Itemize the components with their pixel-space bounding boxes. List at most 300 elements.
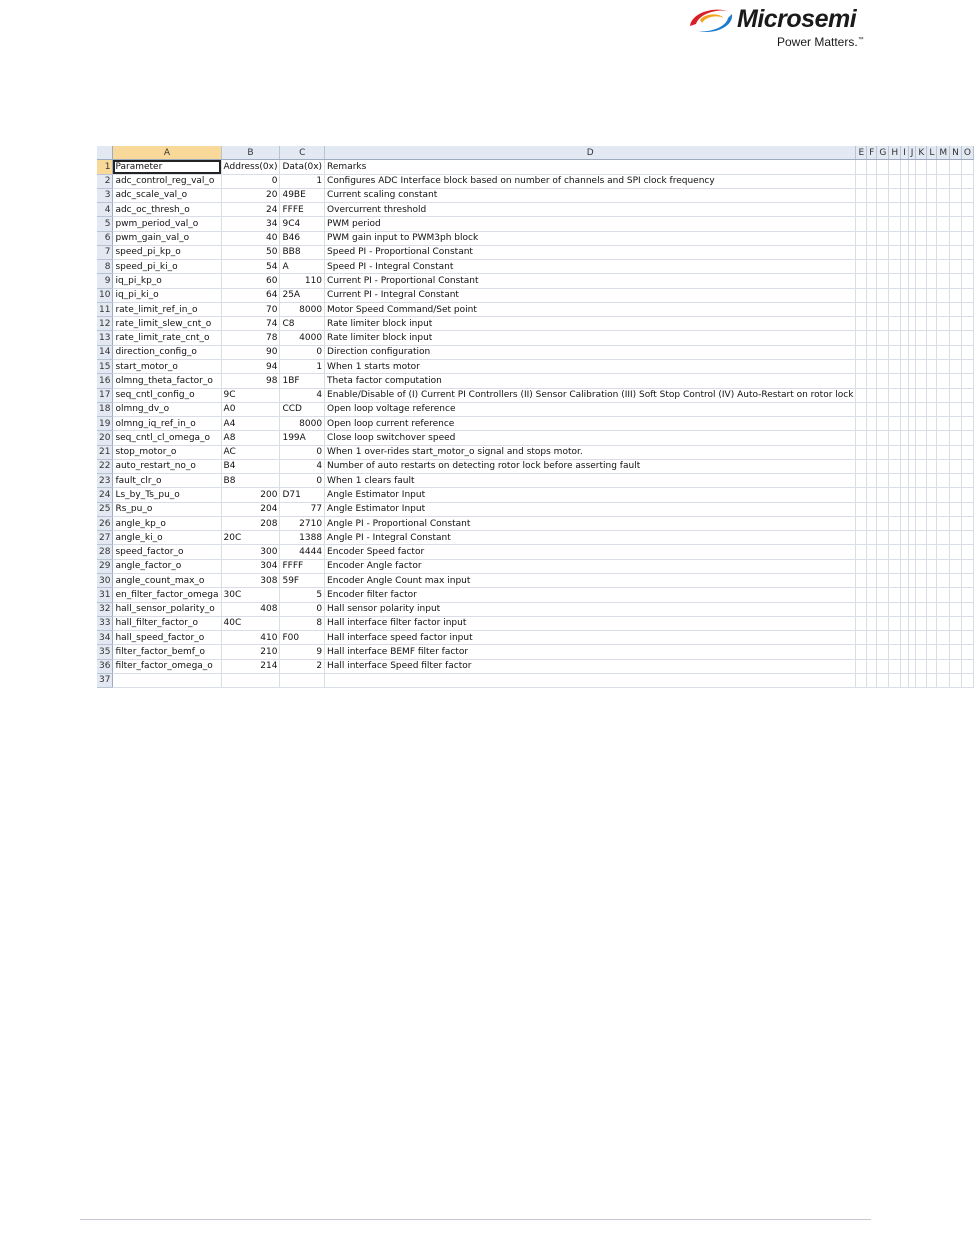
cell-b-4[interactable]: 24 bbox=[221, 203, 280, 217]
empty-cell[interactable] bbox=[867, 616, 877, 630]
cell-c-35[interactable]: 9 bbox=[280, 645, 325, 659]
cell-c-11[interactable]: 8000 bbox=[280, 302, 325, 316]
empty-cell[interactable] bbox=[927, 231, 937, 245]
empty-cell[interactable] bbox=[856, 645, 867, 659]
empty-cell[interactable] bbox=[856, 417, 867, 431]
empty-cell[interactable] bbox=[950, 231, 962, 245]
empty-cell[interactable] bbox=[961, 402, 973, 416]
cell-d-16[interactable]: Theta factor computation bbox=[325, 374, 856, 388]
empty-cell[interactable] bbox=[877, 174, 889, 188]
empty-cell[interactable] bbox=[889, 588, 901, 602]
empty-cell[interactable] bbox=[937, 388, 950, 402]
empty-cell[interactable] bbox=[856, 502, 867, 516]
empty-cell[interactable] bbox=[908, 260, 916, 274]
empty-cell[interactable] bbox=[867, 402, 877, 416]
empty-cell[interactable] bbox=[961, 317, 973, 331]
cell-d-24[interactable]: Angle Estimator Input bbox=[325, 488, 856, 502]
empty-cell[interactable] bbox=[908, 402, 916, 416]
empty-cell[interactable] bbox=[961, 502, 973, 516]
row-header[interactable]: 27 bbox=[97, 531, 113, 545]
empty-cell[interactable] bbox=[961, 274, 973, 288]
cell-b-22[interactable]: B4 bbox=[221, 459, 280, 473]
empty-cell[interactable] bbox=[937, 502, 950, 516]
empty-cell[interactable] bbox=[867, 260, 877, 274]
empty-cell[interactable] bbox=[937, 288, 950, 302]
empty-cell[interactable] bbox=[916, 645, 927, 659]
empty-cell[interactable] bbox=[927, 260, 937, 274]
column-header-k[interactable]: K bbox=[916, 146, 927, 160]
empty-cell[interactable] bbox=[901, 631, 909, 645]
empty-cell[interactable] bbox=[889, 459, 901, 473]
empty-cell[interactable] bbox=[867, 659, 877, 673]
cell-b-11[interactable]: 70 bbox=[221, 302, 280, 316]
empty-cell[interactable] bbox=[889, 388, 901, 402]
empty-cell[interactable] bbox=[927, 488, 937, 502]
empty-cell[interactable] bbox=[901, 602, 909, 616]
empty-cell[interactable] bbox=[908, 616, 916, 630]
empty-cell[interactable] bbox=[908, 160, 916, 174]
empty-cell[interactable] bbox=[916, 559, 927, 573]
empty-cell[interactable] bbox=[961, 302, 973, 316]
empty-cell[interactable] bbox=[937, 217, 950, 231]
cell-c-9[interactable]: 110 bbox=[280, 274, 325, 288]
empty-cell[interactable] bbox=[877, 231, 889, 245]
empty-cell[interactable] bbox=[916, 388, 927, 402]
cell-d-27[interactable]: Angle PI - Integral Constant bbox=[325, 531, 856, 545]
column-header-i[interactable]: I bbox=[901, 146, 909, 160]
cell-b-17[interactable]: 9C bbox=[221, 388, 280, 402]
empty-cell[interactable] bbox=[856, 602, 867, 616]
empty-cell[interactable] bbox=[889, 488, 901, 502]
row-header[interactable]: 4 bbox=[97, 203, 113, 217]
cell-c-7[interactable]: BB8 bbox=[280, 245, 325, 259]
row-header[interactable]: 34 bbox=[97, 631, 113, 645]
empty-cell[interactable] bbox=[937, 345, 950, 359]
empty-cell[interactable] bbox=[877, 645, 889, 659]
empty-cell[interactable] bbox=[916, 659, 927, 673]
empty-cell[interactable] bbox=[856, 474, 867, 488]
cell-d-8[interactable]: Speed PI - Integral Constant bbox=[325, 260, 856, 274]
empty-cell[interactable] bbox=[877, 502, 889, 516]
cell-c-14[interactable]: 0 bbox=[280, 345, 325, 359]
empty-cell[interactable] bbox=[961, 602, 973, 616]
empty-cell[interactable] bbox=[950, 260, 962, 274]
empty-cell[interactable] bbox=[908, 502, 916, 516]
empty-cell[interactable] bbox=[937, 474, 950, 488]
empty-cell[interactable] bbox=[889, 302, 901, 316]
empty-cell[interactable] bbox=[901, 645, 909, 659]
cell-a-18[interactable]: olmng_dv_o bbox=[113, 402, 221, 416]
row-header[interactable]: 16 bbox=[97, 374, 113, 388]
empty-cell[interactable] bbox=[950, 288, 962, 302]
empty-cell[interactable] bbox=[889, 602, 901, 616]
cell-a-37[interactable] bbox=[113, 673, 221, 687]
empty-cell[interactable] bbox=[916, 616, 927, 630]
cell-d-5[interactable]: PWM period bbox=[325, 217, 856, 231]
row-header[interactable]: 9 bbox=[97, 274, 113, 288]
empty-cell[interactable] bbox=[889, 402, 901, 416]
empty-cell[interactable] bbox=[901, 260, 909, 274]
empty-cell[interactable] bbox=[867, 245, 877, 259]
empty-cell[interactable] bbox=[950, 588, 962, 602]
empty-cell[interactable] bbox=[901, 459, 909, 473]
cell-b-33[interactable]: 40C bbox=[221, 616, 280, 630]
empty-cell[interactable] bbox=[856, 359, 867, 373]
row-header[interactable]: 14 bbox=[97, 345, 113, 359]
empty-cell[interactable] bbox=[877, 203, 889, 217]
empty-cell[interactable] bbox=[916, 445, 927, 459]
cell-b-29[interactable]: 304 bbox=[221, 559, 280, 573]
empty-cell[interactable] bbox=[877, 659, 889, 673]
empty-cell[interactable] bbox=[950, 331, 962, 345]
empty-cell[interactable] bbox=[950, 559, 962, 573]
cell-a-3[interactable]: adc_scale_val_o bbox=[113, 188, 221, 202]
column-header-o[interactable]: O bbox=[961, 146, 973, 160]
cell-b-35[interactable]: 210 bbox=[221, 645, 280, 659]
cell-c-13[interactable]: 4000 bbox=[280, 331, 325, 345]
cell-d-29[interactable]: Encoder Angle factor bbox=[325, 559, 856, 573]
empty-cell[interactable] bbox=[937, 659, 950, 673]
empty-cell[interactable] bbox=[950, 631, 962, 645]
empty-cell[interactable] bbox=[961, 174, 973, 188]
cell-a-17[interactable]: seq_cntl_config_o bbox=[113, 388, 221, 402]
empty-cell[interactable] bbox=[916, 331, 927, 345]
cell-d-6[interactable]: PWM gain input to PWM3ph block bbox=[325, 231, 856, 245]
empty-cell[interactable] bbox=[908, 331, 916, 345]
empty-cell[interactable] bbox=[908, 203, 916, 217]
empty-cell[interactable] bbox=[908, 374, 916, 388]
empty-cell[interactable] bbox=[950, 217, 962, 231]
empty-cell[interactable] bbox=[901, 659, 909, 673]
empty-cell[interactable] bbox=[867, 317, 877, 331]
cell-c-32[interactable]: 0 bbox=[280, 602, 325, 616]
cell-a-2[interactable]: adc_control_reg_val_o bbox=[113, 174, 221, 188]
cell-b-37[interactable] bbox=[221, 673, 280, 687]
cell-b-16[interactable]: 98 bbox=[221, 374, 280, 388]
empty-cell[interactable] bbox=[908, 417, 916, 431]
empty-cell[interactable] bbox=[901, 673, 909, 687]
cell-c-33[interactable]: 8 bbox=[280, 616, 325, 630]
empty-cell[interactable] bbox=[950, 445, 962, 459]
empty-cell[interactable] bbox=[856, 188, 867, 202]
empty-cell[interactable] bbox=[877, 374, 889, 388]
cell-d-21[interactable]: When 1 over-rides start_motor_o signal and stops motor. bbox=[325, 445, 856, 459]
empty-cell[interactable] bbox=[937, 331, 950, 345]
empty-cell[interactable] bbox=[908, 545, 916, 559]
empty-cell[interactable] bbox=[867, 631, 877, 645]
empty-cell[interactable] bbox=[937, 531, 950, 545]
empty-cell[interactable] bbox=[950, 359, 962, 373]
row-header[interactable]: 12 bbox=[97, 317, 113, 331]
empty-cell[interactable] bbox=[927, 673, 937, 687]
empty-cell[interactable] bbox=[889, 160, 901, 174]
empty-cell[interactable] bbox=[867, 488, 877, 502]
empty-cell[interactable] bbox=[937, 245, 950, 259]
empty-cell[interactable] bbox=[856, 374, 867, 388]
empty-cell[interactable] bbox=[856, 174, 867, 188]
empty-cell[interactable] bbox=[889, 317, 901, 331]
empty-cell[interactable] bbox=[889, 288, 901, 302]
empty-cell[interactable] bbox=[877, 188, 889, 202]
empty-cell[interactable] bbox=[889, 631, 901, 645]
cell-d-31[interactable]: Encoder filter factor bbox=[325, 588, 856, 602]
empty-cell[interactable] bbox=[961, 459, 973, 473]
row-header[interactable]: 15 bbox=[97, 359, 113, 373]
cell-a-14[interactable]: direction_config_o bbox=[113, 345, 221, 359]
cell-c-18[interactable]: CCD bbox=[280, 402, 325, 416]
empty-cell[interactable] bbox=[916, 302, 927, 316]
cell-a-16[interactable]: olmng_theta_factor_o bbox=[113, 374, 221, 388]
cell-c-23[interactable]: 0 bbox=[280, 474, 325, 488]
cell-a-12[interactable]: rate_limit_slew_cnt_o bbox=[113, 317, 221, 331]
empty-cell[interactable] bbox=[908, 673, 916, 687]
empty-cell[interactable] bbox=[937, 573, 950, 587]
column-header-b[interactable]: B bbox=[221, 146, 280, 160]
empty-cell[interactable] bbox=[961, 388, 973, 402]
empty-cell[interactable] bbox=[908, 317, 916, 331]
empty-cell[interactable] bbox=[916, 631, 927, 645]
cell-b-9[interactable]: 60 bbox=[221, 274, 280, 288]
empty-cell[interactable] bbox=[950, 203, 962, 217]
column-header-h[interactable]: H bbox=[889, 146, 901, 160]
empty-cell[interactable] bbox=[916, 203, 927, 217]
empty-cell[interactable] bbox=[927, 174, 937, 188]
empty-cell[interactable] bbox=[950, 488, 962, 502]
empty-cell[interactable] bbox=[950, 573, 962, 587]
empty-cell[interactable] bbox=[856, 573, 867, 587]
cell-b-31[interactable]: 30C bbox=[221, 588, 280, 602]
column-header-j[interactable]: J bbox=[908, 146, 916, 160]
empty-cell[interactable] bbox=[961, 474, 973, 488]
cell-c-27[interactable]: 1388 bbox=[280, 531, 325, 545]
empty-cell[interactable] bbox=[856, 217, 867, 231]
row-header[interactable]: 31 bbox=[97, 588, 113, 602]
empty-cell[interactable] bbox=[950, 673, 962, 687]
empty-cell[interactable] bbox=[867, 302, 877, 316]
empty-cell[interactable] bbox=[927, 188, 937, 202]
cell-d-17[interactable]: Enable/Disable of (I) Current PI Controllers (II) Sensor Calibration (III) Soft Stop Control (IV) Auto-Restart on rotor lock bbox=[325, 388, 856, 402]
empty-cell[interactable] bbox=[877, 588, 889, 602]
empty-cell[interactable] bbox=[856, 516, 867, 530]
empty-cell[interactable] bbox=[901, 616, 909, 630]
empty-cell[interactable] bbox=[877, 531, 889, 545]
empty-cell[interactable] bbox=[950, 317, 962, 331]
empty-cell[interactable] bbox=[916, 431, 927, 445]
empty-cell[interactable] bbox=[961, 374, 973, 388]
empty-cell[interactable] bbox=[877, 345, 889, 359]
empty-cell[interactable] bbox=[937, 274, 950, 288]
empty-cell[interactable] bbox=[908, 459, 916, 473]
empty-cell[interactable] bbox=[916, 402, 927, 416]
empty-cell[interactable] bbox=[901, 359, 909, 373]
empty-cell[interactable] bbox=[877, 402, 889, 416]
empty-cell[interactable] bbox=[916, 531, 927, 545]
empty-cell[interactable] bbox=[856, 345, 867, 359]
row-header[interactable]: 25 bbox=[97, 502, 113, 516]
empty-cell[interactable] bbox=[927, 431, 937, 445]
row-header[interactable]: 35 bbox=[97, 645, 113, 659]
empty-cell[interactable] bbox=[916, 545, 927, 559]
empty-cell[interactable] bbox=[908, 345, 916, 359]
empty-cell[interactable] bbox=[908, 659, 916, 673]
empty-cell[interactable] bbox=[889, 673, 901, 687]
empty-cell[interactable] bbox=[901, 445, 909, 459]
cell-c-29[interactable]: FFFF bbox=[280, 559, 325, 573]
empty-cell[interactable] bbox=[927, 573, 937, 587]
cell-a-9[interactable]: iq_pi_kp_o bbox=[113, 274, 221, 288]
cell-d-33[interactable]: Hall interface filter factor input bbox=[325, 616, 856, 630]
empty-cell[interactable] bbox=[927, 160, 937, 174]
empty-cell[interactable] bbox=[889, 345, 901, 359]
cell-b-7[interactable]: 50 bbox=[221, 245, 280, 259]
empty-cell[interactable] bbox=[937, 302, 950, 316]
empty-cell[interactable] bbox=[889, 516, 901, 530]
empty-cell[interactable] bbox=[867, 160, 877, 174]
empty-cell[interactable] bbox=[856, 673, 867, 687]
empty-cell[interactable] bbox=[950, 274, 962, 288]
cell-a-32[interactable]: hall_sensor_polarity_o bbox=[113, 602, 221, 616]
empty-cell[interactable] bbox=[867, 388, 877, 402]
cell-d-9[interactable]: Current PI - Proportional Constant bbox=[325, 274, 856, 288]
row-header[interactable]: 10 bbox=[97, 288, 113, 302]
empty-cell[interactable] bbox=[867, 502, 877, 516]
cell-d-22[interactable]: Number of auto restarts on detecting rotor lock before asserting fault bbox=[325, 459, 856, 473]
empty-cell[interactable] bbox=[901, 331, 909, 345]
empty-cell[interactable] bbox=[937, 616, 950, 630]
empty-cell[interactable] bbox=[901, 417, 909, 431]
empty-cell[interactable] bbox=[961, 531, 973, 545]
empty-cell[interactable] bbox=[927, 245, 937, 259]
empty-cell[interactable] bbox=[908, 445, 916, 459]
empty-cell[interactable] bbox=[877, 217, 889, 231]
empty-cell[interactable] bbox=[950, 345, 962, 359]
empty-cell[interactable] bbox=[867, 474, 877, 488]
empty-cell[interactable] bbox=[901, 474, 909, 488]
empty-cell[interactable] bbox=[937, 431, 950, 445]
empty-cell[interactable] bbox=[856, 231, 867, 245]
empty-cell[interactable] bbox=[908, 474, 916, 488]
empty-cell[interactable] bbox=[927, 559, 937, 573]
empty-cell[interactable] bbox=[916, 417, 927, 431]
empty-cell[interactable] bbox=[950, 174, 962, 188]
empty-cell[interactable] bbox=[961, 488, 973, 502]
empty-cell[interactable] bbox=[916, 245, 927, 259]
empty-cell[interactable] bbox=[961, 445, 973, 459]
cell-d-36[interactable]: Hall interface Speed filter factor bbox=[325, 659, 856, 673]
empty-cell[interactable] bbox=[856, 588, 867, 602]
empty-cell[interactable] bbox=[856, 402, 867, 416]
empty-cell[interactable] bbox=[901, 245, 909, 259]
empty-cell[interactable] bbox=[927, 602, 937, 616]
cell-c-26[interactable]: 2710 bbox=[280, 516, 325, 530]
empty-cell[interactable] bbox=[937, 231, 950, 245]
row-header[interactable]: 29 bbox=[97, 559, 113, 573]
empty-cell[interactable] bbox=[889, 188, 901, 202]
cell-a-23[interactable]: fault_clr_o bbox=[113, 474, 221, 488]
empty-cell[interactable] bbox=[927, 288, 937, 302]
empty-cell[interactable] bbox=[950, 502, 962, 516]
empty-cell[interactable] bbox=[950, 302, 962, 316]
row-header[interactable]: 21 bbox=[97, 445, 113, 459]
cell-c-37[interactable] bbox=[280, 673, 325, 687]
empty-cell[interactable] bbox=[877, 545, 889, 559]
empty-cell[interactable] bbox=[889, 174, 901, 188]
empty-cell[interactable] bbox=[950, 645, 962, 659]
empty-cell[interactable] bbox=[927, 645, 937, 659]
empty-cell[interactable] bbox=[916, 317, 927, 331]
cell-a-1[interactable]: Parameter bbox=[113, 160, 221, 174]
cell-a-28[interactable]: speed_factor_o bbox=[113, 545, 221, 559]
empty-cell[interactable] bbox=[856, 445, 867, 459]
cell-c-28[interactable]: 4444 bbox=[280, 545, 325, 559]
row-header[interactable]: 33 bbox=[97, 616, 113, 630]
empty-cell[interactable] bbox=[889, 573, 901, 587]
empty-cell[interactable] bbox=[950, 245, 962, 259]
cell-b-19[interactable]: A4 bbox=[221, 417, 280, 431]
empty-cell[interactable] bbox=[889, 245, 901, 259]
column-header-l[interactable]: L bbox=[927, 146, 937, 160]
cell-a-6[interactable]: pwm_gain_val_o bbox=[113, 231, 221, 245]
empty-cell[interactable] bbox=[961, 645, 973, 659]
empty-cell[interactable] bbox=[901, 588, 909, 602]
empty-cell[interactable] bbox=[908, 388, 916, 402]
column-header-f[interactable]: F bbox=[867, 146, 877, 160]
empty-cell[interactable] bbox=[877, 616, 889, 630]
cell-c-8[interactable]: A bbox=[280, 260, 325, 274]
cell-d-20[interactable]: Close loop switchover speed bbox=[325, 431, 856, 445]
empty-cell[interactable] bbox=[867, 531, 877, 545]
empty-cell[interactable] bbox=[867, 459, 877, 473]
empty-cell[interactable] bbox=[937, 174, 950, 188]
empty-cell[interactable] bbox=[916, 488, 927, 502]
empty-cell[interactable] bbox=[927, 274, 937, 288]
empty-cell[interactable] bbox=[867, 374, 877, 388]
row-header[interactable]: 36 bbox=[97, 659, 113, 673]
cell-a-13[interactable]: rate_limit_rate_cnt_o bbox=[113, 331, 221, 345]
empty-cell[interactable] bbox=[916, 217, 927, 231]
empty-cell[interactable] bbox=[889, 645, 901, 659]
cell-b-13[interactable]: 78 bbox=[221, 331, 280, 345]
empty-cell[interactable] bbox=[908, 631, 916, 645]
empty-cell[interactable] bbox=[937, 374, 950, 388]
empty-cell[interactable] bbox=[908, 359, 916, 373]
column-header-g[interactable]: G bbox=[877, 146, 889, 160]
empty-cell[interactable] bbox=[877, 274, 889, 288]
cell-b-18[interactable]: A0 bbox=[221, 402, 280, 416]
empty-cell[interactable] bbox=[927, 659, 937, 673]
empty-cell[interactable] bbox=[877, 359, 889, 373]
empty-cell[interactable] bbox=[950, 602, 962, 616]
empty-cell[interactable] bbox=[856, 545, 867, 559]
empty-cell[interactable] bbox=[908, 174, 916, 188]
empty-cell[interactable] bbox=[856, 317, 867, 331]
empty-cell[interactable] bbox=[856, 616, 867, 630]
empty-cell[interactable] bbox=[867, 588, 877, 602]
cell-c-12[interactable]: C8 bbox=[280, 317, 325, 331]
empty-cell[interactable] bbox=[961, 516, 973, 530]
empty-cell[interactable] bbox=[950, 160, 962, 174]
row-header[interactable]: 18 bbox=[97, 402, 113, 416]
cell-b-26[interactable]: 208 bbox=[221, 516, 280, 530]
empty-cell[interactable] bbox=[908, 559, 916, 573]
empty-cell[interactable] bbox=[877, 673, 889, 687]
empty-cell[interactable] bbox=[901, 288, 909, 302]
row-header[interactable]: 6 bbox=[97, 231, 113, 245]
select-all-corner[interactable] bbox=[97, 146, 113, 160]
cell-c-36[interactable]: 2 bbox=[280, 659, 325, 673]
empty-cell[interactable] bbox=[950, 474, 962, 488]
row-header[interactable]: 5 bbox=[97, 217, 113, 231]
